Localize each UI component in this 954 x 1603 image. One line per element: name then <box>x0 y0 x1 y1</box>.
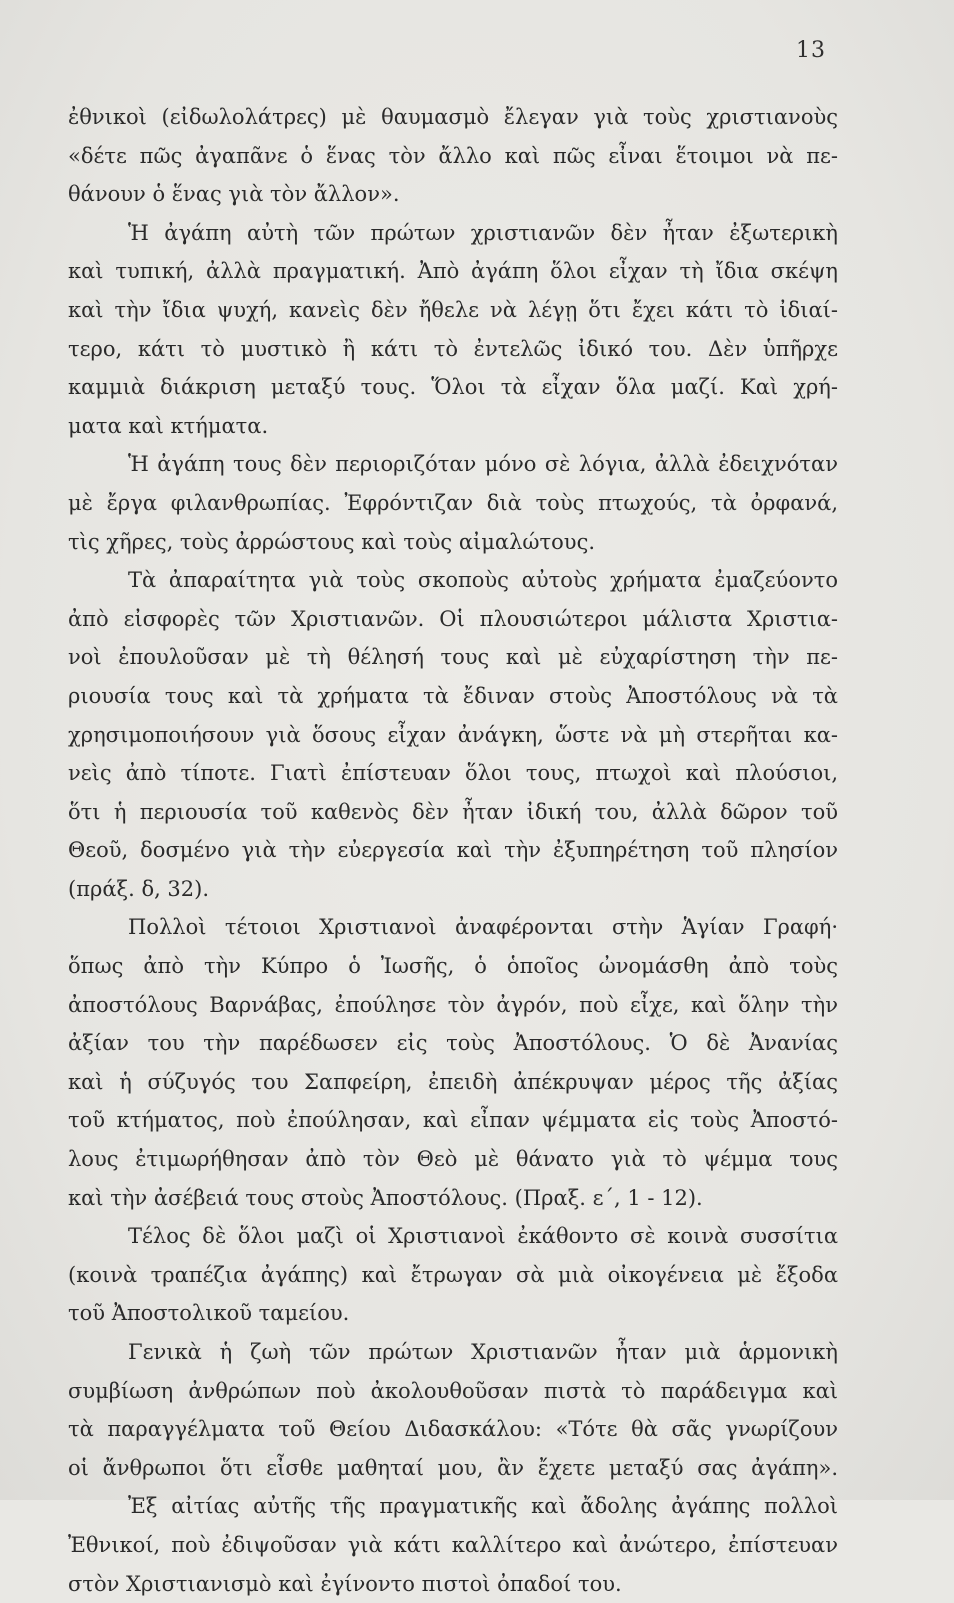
text-line: Πολλοὶ τέτοιοι Χριστιανοὶ ἀναφέρονται στὴν Ἁγίαν Γραφή· <box>128 915 838 940</box>
text-line: νεὶς ἀπὸ τίποτε. Γιατὶ ἐπίστευαν ὅλοι τους, πτωχοὶ καὶ πλούσιοι, <box>68 761 838 786</box>
text-line: Ἐξ αἰτίας αὐτῆς τῆς πραγματικῆς καὶ ἄδολης ἀγάπης πολλοὶ <box>128 1494 838 1519</box>
text-line: καμμιὰ διάκριση μεταξύ τους. Ὅλοι τὰ εἶχαν ὅλα μαζί. Καὶ χρή- <box>68 375 838 400</box>
page-number: 13 <box>796 38 826 63</box>
text-line: ἀπὸ εἰσφορὲς τῶν Χριστιανῶν. Οἱ πλουσιώτεροι μάλιστα Χριστια- <box>68 606 838 631</box>
text-line: Ἡ ἀγάπη τους δὲν περιοριζόταν μόνο σὲ λόγια, ἀλλὰ ἐδειχνόταν <box>128 452 838 477</box>
text-line: νοὶ ἐπουλοῦσαν μὲ τὴ θέλησή τους καὶ μὲ εὐχαρίστηση τὴν πε- <box>68 645 838 670</box>
text-line: Ἡ ἀγάπη αὐτὴ τῶν πρώτων χριστιανῶν δὲν ἦταν ἐξωτερικὴ <box>128 220 838 245</box>
text-line: καὶ τὴν ἀσέβειά τους στοὺς Ἀποστόλους. (Πραξ. ε΄, 1 - 12). <box>68 1185 703 1210</box>
text-line: θάνουν ὁ ἕνας γιὰ τὸν ἄλλον». <box>68 182 400 207</box>
text-line: ριουσία τους καὶ τὰ χρήματα τὰ ἔδιναν στοὺς Ἀποστόλους νὰ τὰ <box>68 683 838 708</box>
text-line: ὅπως ἀπὸ τὴν Κύπρο ὁ Ἰωσῆς, ὁ ὁποῖος ὠνομάσθη ἀπὸ τοὺς <box>68 954 838 979</box>
text-line: Ἐθνικοί, ποὺ ἐδιψοῦσαν γιὰ κάτι καλλίτερο καὶ ἀνώτερο, ἐπίστευαν <box>68 1532 838 1557</box>
text-line: καὶ ἡ σύζυγός του Σαπφείρη, ἐπειδὴ ἀπέκρυψαν μέρος τῆς ἀξίας <box>68 1069 838 1094</box>
body-text <box>68 98 838 1603</box>
text-line: καὶ τὴν ἴδια ψυχή, κανεὶς δὲν ἤθελε νὰ λέγῃ ὅτι ἔχει κάτι τὸ ἰδιαί- <box>68 297 838 322</box>
text-line: τοῦ κτήματος, ποὺ ἐπούλησαν, καὶ εἶπαν ψέμματα εἰς τοὺς Ἀποστό- <box>68 1108 838 1133</box>
text-line: συμβίωση ἀνθρώπων ποὺ ἀκολουθοῦσαν πιστὰ τὸ παράδειγμα καὶ <box>68 1378 838 1403</box>
text-line: λους ἐτιμωρήθησαν ἀπὸ τὸν Θεὸ μὲ θάνατο γιὰ τὸ ψέμμα τους <box>68 1147 838 1172</box>
text-line: Γενικὰ ἡ ζωὴ τῶν πρώτων Χριστιανῶν ἦταν μιὰ ἁρμονικὴ <box>128 1340 838 1364</box>
text-line: μὲ ἔργα φιλανθρωπίας. Ἐφρόντιζαν διὰ τοὺς πτωχούς, τὰ ὀρφανά, <box>68 490 838 515</box>
text-line: Θεοῦ, δοσμένο γιὰ τὴν εὐεργεσία καὶ τὴν ἐξυπηρέτηση τοῦ πλησίον <box>68 838 838 863</box>
text-line: Τὰ ἀπαραίτητα γιὰ τοὺς σκοποὺς αὐτοὺς χρήματα ἐμαζεύοντο <box>128 568 838 593</box>
text-line: στὸν Χριστιανισμὸ καὶ ἐγίνοντο πιστοὶ ὀπαδοί του. <box>68 1571 622 1596</box>
text-line: ματα καὶ κτήματα. <box>68 413 269 438</box>
text-line: «δέτε πῶς ἀγαπᾶνε ὁ ἕνας τὸν ἄλλο καὶ πῶς εἶναι ἕτοιμοι νὰ πε- <box>68 143 838 168</box>
text-line: ἐθνικοὶ (εἰδωλολάτρες) μὲ θαυμασμὸ ἔλεγαν γιὰ τοὺς χριστιανοὺς <box>68 105 838 129</box>
text-line: ἀξίαν του τὴν παρέδωσεν εἰς τοὺς Ἀποστόλους. Ὁ δὲ Ἀνανίας <box>68 1031 838 1056</box>
text-line: τερο, κάτι τὸ μυστικὸ ἢ κάτι τὸ ἐντελῶς ἰδικό του. Δὲν ὑπῆρχε <box>68 336 838 361</box>
text-line: χρησιμοποιήσουν γιὰ ὅσους εἶχαν ἀνάγκη, ὥστε νὰ μὴ στερῆται κα- <box>68 722 838 747</box>
text-line: οἱ ἄνθρωποι ὅτι εἶσθε μαθηταί μου, ἂν ἔχετε μεταξύ σας ἀγάπη». <box>68 1455 838 1480</box>
text-line: καὶ τυπική, ἀλλὰ πραγματική. Ἀπὸ ἀγάπη ὅλοι εἶχαν τὴ ἴδια σκέψη <box>68 259 838 284</box>
text-line: τὰ παραγγέλματα τοῦ Θείου Διδασκάλου: «Τότε θὰ σᾶς γνωρίζουν <box>68 1417 838 1442</box>
text-line: ὅτι ἡ περιουσία τοῦ καθενὸς δὲν ἦταν ἰδική του, ἀλλὰ δῶρον τοῦ <box>68 799 838 824</box>
text-line: τοῦ Ἀποστολικοῦ ταμείου. <box>68 1301 350 1326</box>
text-line: (πράξ. δ, 32). <box>68 876 210 901</box>
text-line: τὶς χῆρες, τοὺς ἀρρώστους καὶ τοὺς αἰμαλώτους. <box>68 529 596 554</box>
text-line: Τέλος δὲ ὅλοι μαζὶ οἱ Χριστιανοὶ ἐκάθοντο σὲ κοινὰ συσσίτια <box>128 1224 838 1249</box>
text-line: (κοινὰ τραπέζια ἀγάπης) καὶ ἔτρωγαν σὰ μιὰ οἰκογένεια μὲ ἔξοδα <box>68 1262 838 1287</box>
text-line: ἀποστόλους Βαρνάβας, ἐπούλησε τὸν ἀγρόν, ποὺ εἶχε, καὶ ὅλην τὴν <box>68 992 838 1017</box>
